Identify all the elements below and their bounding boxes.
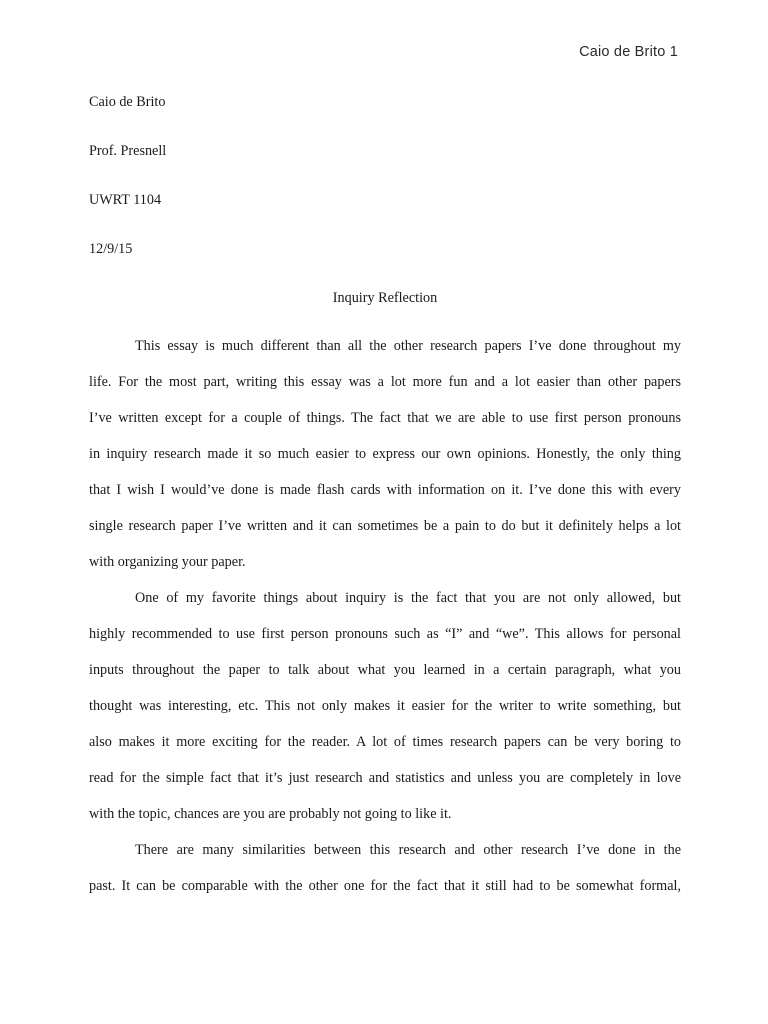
paragraph-line: read for the simple fact that it’s just research and statistics and unless you are completely in love [89,770,681,786]
paragraph-line: There are many similarities between this research and other research I’ve done in the [135,842,681,858]
paragraph-line: with organizing your paper. [89,554,246,570]
paragraph-line: that I wish I would’ve done is made flash cards with information on it. I’ve done this with every [89,482,681,498]
paragraph-line: single research paper I’ve written and it can sometimes be a pain to do but it definitely helps a lot [89,518,681,534]
paragraph-line: highly recommended to use first person pronouns such as “I” and “we”. This allows for personal [89,626,681,642]
paragraph-line: thought was interesting, etc. This not only makes it easier for the writer to write something, but [89,698,681,714]
paragraph-line: also makes it more exciting for the reader. A lot of times research papers can be very boring to [89,734,681,750]
paragraph [89,840,681,912]
course-code: UWRT 1104 [89,192,162,208]
paragraph-line: with the topic, chances are you are probably not going to like it. [89,806,452,822]
author-name: Caio de Brito [89,94,166,110]
paragraph-line: One of my favorite things about inquiry is the fact that you are not only allowed, but [135,590,681,606]
paragraph [89,588,681,840]
essay-date: 12/9/15 [89,241,133,257]
paragraph-line: This essay is much different than all the other research papers I’ve done throughout my [135,338,681,354]
professor-name: Prof. Presnell [89,143,167,159]
paragraph [89,336,681,588]
paragraph-line: in inquiry research made it so much easier to express our own opinions. Honestly, the only thing [89,446,681,462]
paragraph-line: inputs throughout the paper to talk about what you learned in a certain paragraph, what you [89,662,681,678]
document-body [89,92,681,912]
paragraph-line: I’ve written except for a couple of things. The fact that we are able to use first person pronouns [89,410,681,426]
running-head: Caio de Brito 1 [579,44,678,60]
essay-title: Inquiry Reflection [332,290,438,306]
paragraph-line: life. For the most part, writing this essay was a lot more fun and a lot easier than other papers [89,374,681,390]
paragraph-line: past. It can be comparable with the other one for the fact that it still had to be somewhat formal, [89,878,681,894]
